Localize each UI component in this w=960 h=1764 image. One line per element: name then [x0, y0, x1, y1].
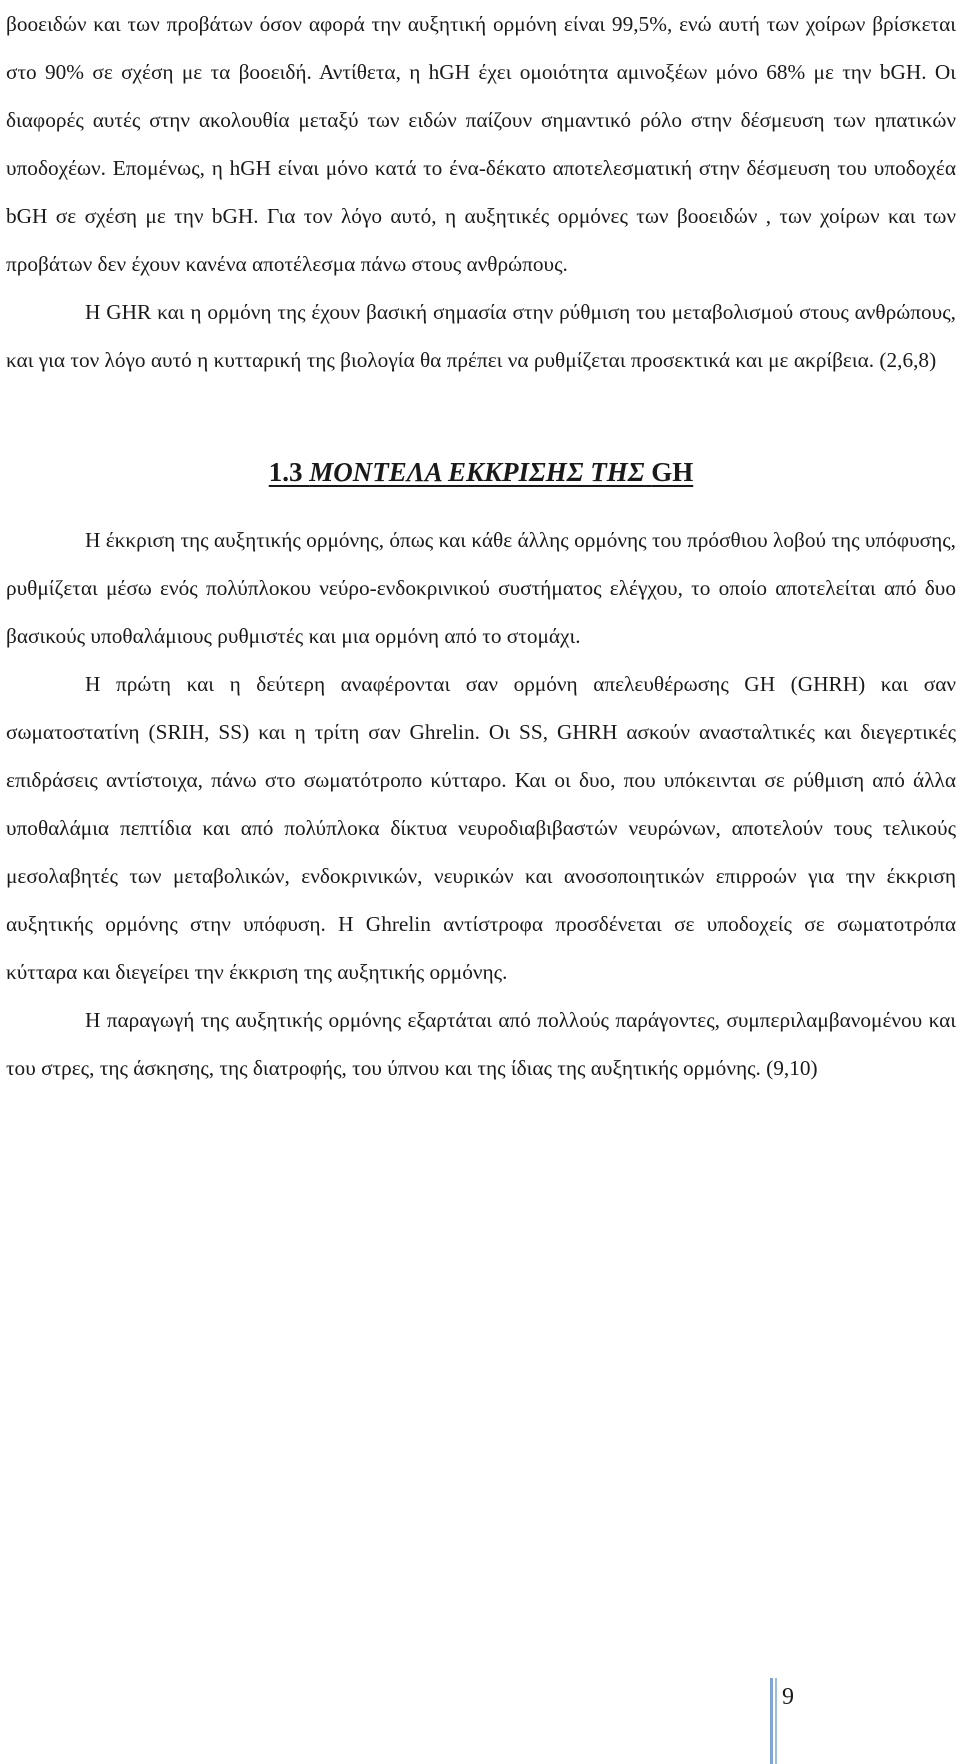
section-number: 1.3: [268, 457, 303, 487]
paragraph-ghr: Η GHR και η ορμόνη της έχουν βασική σημασία στην ρύθμιση του μεταβολισμού στους ανθρώπους, και για τον λόγο αυτό η κυτταρική της βιολογία θα πρέπει να ρυθμίζεται προσεκτικά και με ακρίβεια. (2,6,8): [6, 300, 956, 372]
paragraph-regulators: Η πρώτη και η δεύτερη αναφέρονται σαν ορμόνη απελευθέρωσης GH (GHRH) και σαν σωματοστατίνη (SRIH, SS) και η τρίτη σαν Ghrelin. Οι SS, GHRH ασκούν ανασταλτικές και διεγερτικές επιδράσεις αντίστοιχα, πάνω στο σωματότροπο κύτταρο. Και οι δυο, που υπόκεινται σε ρύθμιση από άλλα υποθαλάμια πεπτίδια και από πολύπλοκα δίκτυα νευροδιαβιβαστών νευρώνων, αποτελούν τους τελικούς μεσολαβητές των μεταβολικών, ενδοκρινικών, νευρικών και ανοσοποιητικών επιρροών για την έκκριση αυξητικής ορμόνης στην υπόφυση. Η Ghrelin αντίστροφα προσδένεται σε υποδοχείς σε σωματοτρόπα κύτταρα και διεγείρει την έκκριση της αυξητικής ορμόνης.: [6, 672, 956, 984]
section-title-tail: GH: [651, 457, 694, 487]
paragraph-secretion: Η έκκριση της αυξητικής ορμόνης, όπως και κάθε άλλης ορμόνης του πρόσθιου λοβού της υπόφυσης, ρυθμίζεται μέσω ενός πολύπλοκου νεύρο-ενδοκρινικού συστήματος ελέγχου, το οποίο αποτελείται από δυο βασικούς υποθαλάμιους ρυθμιστές και μια ορμόνη από το στομάχι.: [6, 528, 956, 648]
paragraph-production: Η παραγωγή της αυξητικής ορμόνης εξαρτάται από πολλούς παράγοντες, συμπεριλαμβανομένου και του στρες, της άσκησης, της διατροφής, του ύπνου και της ίδιας της αυξητικής ορμόνης. (9,10): [6, 1008, 956, 1080]
document-page: [6, 0, 956, 1092]
footer-accent-bar: [770, 1678, 773, 1764]
section-title: ΜΟΝΤΕΛΑ ΕΚΚΡΙΣΗΣ ΤΗΣ: [309, 457, 645, 487]
paragraph-continued: βοοειδών και των προβάτων όσον αφορά την αυξητική ορμόνη είναι 99,5%, ενώ αυτή των χοίρων βρίσκεται στο 90% σε σχέση με τα βοοειδή. Αντίθετα, η hGH έχει ομοιότητα αμινοξέων μόνο 68% με την bGH. Οι διαφορές αυτές στην ακολουθία μεταξύ των ειδών παίζουν σημαντικό ρόλο στην δέσμευση των ηπατικών υποδοχέων. Επομένως, η hGH είναι μόνο κατά το ένα-δέκατο αποτελεσματική στην δέσμευση του υποδοχέα bGH σε σχέση με την bGH. Για τον λόγο αυτό, η αυξητικές ορμόνες των βοοειδών , των χοίρων και των προβάτων δεν έχουν κανένα αποτέλεσμα πάνω στους ανθρώπους.: [6, 12, 956, 276]
page-footer: [770, 1678, 960, 1764]
footer-accent-bar-thin: [775, 1678, 777, 1764]
page-number: 9: [782, 1684, 794, 1710]
section-heading: [269, 457, 693, 487]
section-heading-block: [6, 428, 956, 516]
